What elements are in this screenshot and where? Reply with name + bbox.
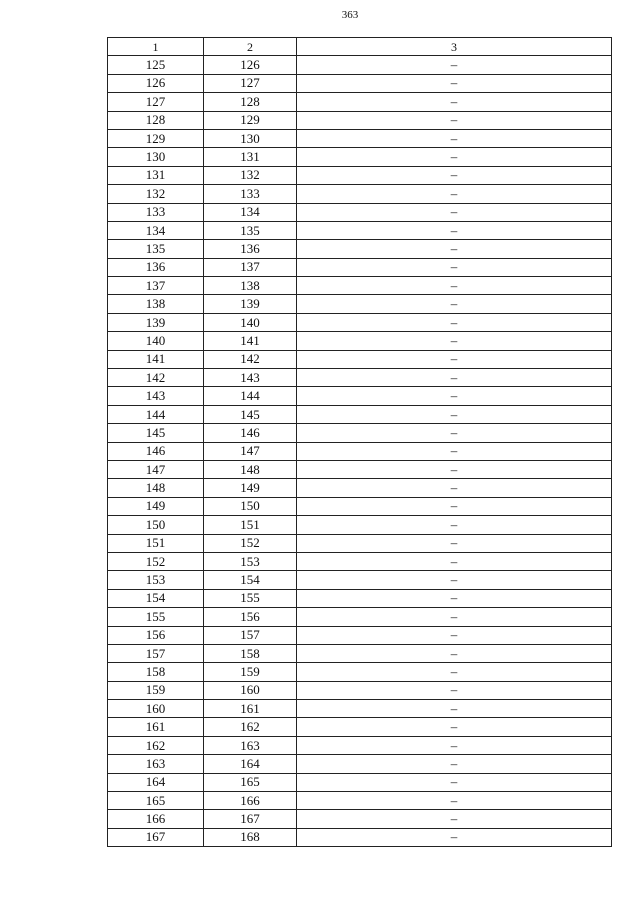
table-cell-col-3: – (297, 516, 612, 534)
table-cell-col-2: 126 (204, 56, 297, 74)
table-row (108, 369, 612, 387)
table-cell-col-1: 141 (108, 350, 204, 368)
table-row (108, 129, 612, 147)
table-cell-col-1: 129 (108, 129, 204, 147)
table-cell-col-3: – (297, 534, 612, 552)
table-row (108, 258, 612, 276)
column-header-1: 1 (108, 38, 204, 56)
table-cell-col-2: 135 (204, 221, 297, 239)
table-row (108, 313, 612, 331)
table-cell-col-2: 163 (204, 736, 297, 754)
table-cell-col-2: 139 (204, 295, 297, 313)
table-cell-col-3: – (297, 277, 612, 295)
table-cell-col-1: 126 (108, 74, 204, 92)
table-cell-col-1: 127 (108, 93, 204, 111)
table-cell-col-2: 166 (204, 792, 297, 810)
table-cell-col-2: 138 (204, 277, 297, 295)
table-cell-col-3: – (297, 571, 612, 589)
table-row (108, 755, 612, 773)
table-row (108, 773, 612, 791)
table-row (108, 240, 612, 258)
table-row (108, 56, 612, 74)
table-row (108, 74, 612, 92)
page-number: 363 (341, 9, 359, 21)
table-cell-col-1: 128 (108, 111, 204, 129)
table-cell-col-2: 137 (204, 258, 297, 276)
table-cell-col-2: 145 (204, 405, 297, 423)
table-row (108, 332, 612, 350)
table-cell-col-3: – (297, 203, 612, 221)
table-cell-col-1: 138 (108, 295, 204, 313)
table-row (108, 792, 612, 810)
table-cell-col-1: 150 (108, 516, 204, 534)
table-cell-col-2: 132 (204, 166, 297, 184)
table-cell-col-1: 156 (108, 626, 204, 644)
table-row (108, 497, 612, 515)
table-cell-col-1: 125 (108, 56, 204, 74)
table-cell-col-1: 152 (108, 552, 204, 570)
table-cell-col-1: 134 (108, 221, 204, 239)
table-cell-col-3: – (297, 424, 612, 442)
table-cell-col-1: 135 (108, 240, 204, 258)
table-cell-col-3: – (297, 700, 612, 718)
table-cell-col-1: 153 (108, 571, 204, 589)
table-cell-col-1: 140 (108, 332, 204, 350)
table-cell-col-1: 155 (108, 608, 204, 626)
table-cell-col-2: 160 (204, 681, 297, 699)
table-cell-col-3: – (297, 608, 612, 626)
table-cell-col-1: 139 (108, 313, 204, 331)
table-cell-col-1: 143 (108, 387, 204, 405)
table-cell-col-2: 167 (204, 810, 297, 828)
table-cell-col-1: 145 (108, 424, 204, 442)
table-cell-col-3: – (297, 405, 612, 423)
table-cell-col-3: – (297, 295, 612, 313)
table-cell-col-1: 146 (108, 442, 204, 460)
table-cell-col-2: 141 (204, 332, 297, 350)
table-cell-col-3: – (297, 479, 612, 497)
table-row (108, 148, 612, 166)
table-cell-col-3: – (297, 497, 612, 515)
table-cell-col-2: 150 (204, 497, 297, 515)
table-cell-col-2: 151 (204, 516, 297, 534)
table-cell-col-3: – (297, 681, 612, 699)
table-cell-col-3: – (297, 129, 612, 147)
table-cell-col-1: 132 (108, 185, 204, 203)
table-cell-col-1: 133 (108, 203, 204, 221)
table-cell-col-1: 142 (108, 369, 204, 387)
table-cell-col-2: 134 (204, 203, 297, 221)
table-cell-col-1: 151 (108, 534, 204, 552)
table-cell-col-1: 162 (108, 736, 204, 754)
table-cell-col-3: – (297, 221, 612, 239)
table-cell-col-2: 149 (204, 479, 297, 497)
table-cell-col-3: – (297, 460, 612, 478)
table-row (108, 460, 612, 478)
table-cell-col-3: – (297, 369, 612, 387)
table-cell-col-2: 162 (204, 718, 297, 736)
table-cell-col-2: 164 (204, 755, 297, 773)
table-cell-col-1: 147 (108, 460, 204, 478)
table-row (108, 221, 612, 239)
table-row (108, 516, 612, 534)
table-cell-col-3: – (297, 589, 612, 607)
table-cell-col-1: 130 (108, 148, 204, 166)
table-row (108, 405, 612, 423)
column-header-3: 3 (297, 38, 612, 56)
table-cell-col-1: 144 (108, 405, 204, 423)
table-cell-col-1: 136 (108, 258, 204, 276)
table-cell-col-1: 157 (108, 644, 204, 662)
table-cell-col-1: 148 (108, 479, 204, 497)
data-table (107, 37, 612, 847)
table-cell-col-2: 155 (204, 589, 297, 607)
table-cell-col-3: – (297, 166, 612, 184)
table-row (108, 166, 612, 184)
table-cell-col-1: 164 (108, 773, 204, 791)
table-cell-col-3: – (297, 93, 612, 111)
table-row (108, 93, 612, 111)
table-cell-col-1: 159 (108, 681, 204, 699)
table-cell-col-2: 136 (204, 240, 297, 258)
table-cell-col-2: 131 (204, 148, 297, 166)
column-header-2: 2 (204, 38, 297, 56)
table-row (108, 552, 612, 570)
table-row (108, 644, 612, 662)
table-cell-col-2: 168 (204, 828, 297, 846)
table-cell-col-2: 161 (204, 700, 297, 718)
table-cell-col-2: 128 (204, 93, 297, 111)
table-row (108, 589, 612, 607)
table-cell-col-2: 147 (204, 442, 297, 460)
table-cell-col-2: 158 (204, 644, 297, 662)
table-cell-col-1: 166 (108, 810, 204, 828)
table-row (108, 681, 612, 699)
table-cell-col-2: 143 (204, 369, 297, 387)
table-cell-col-3: – (297, 350, 612, 368)
table-cell-col-3: – (297, 185, 612, 203)
table-cell-col-2: 148 (204, 460, 297, 478)
table-row (108, 828, 612, 846)
table-cell-col-3: – (297, 258, 612, 276)
table-cell-col-3: – (297, 56, 612, 74)
table-cell-col-1: 131 (108, 166, 204, 184)
table-cell-col-2: 142 (204, 350, 297, 368)
table-cell-col-1: 160 (108, 700, 204, 718)
table-row (108, 736, 612, 754)
table-cell-col-1: 165 (108, 792, 204, 810)
table-cell-col-3: – (297, 663, 612, 681)
table-row (108, 718, 612, 736)
table-cell-col-2: 153 (204, 552, 297, 570)
table-row (108, 185, 612, 203)
table-cell-col-2: 144 (204, 387, 297, 405)
table-cell-col-3: – (297, 810, 612, 828)
table-row (108, 810, 612, 828)
table-row (108, 663, 612, 681)
table-row (108, 442, 612, 460)
table-cell-col-3: – (297, 718, 612, 736)
table-cell-col-3: – (297, 442, 612, 460)
table-cell-col-3: – (297, 552, 612, 570)
table-cell-col-3: – (297, 773, 612, 791)
table-cell-col-2: 156 (204, 608, 297, 626)
table-cell-col-2: 152 (204, 534, 297, 552)
table-row (108, 295, 612, 313)
table-cell-col-2: 159 (204, 663, 297, 681)
table-cell-col-3: – (297, 148, 612, 166)
table-cell-col-1: 158 (108, 663, 204, 681)
table-cell-col-3: – (297, 626, 612, 644)
table-cell-col-3: – (297, 736, 612, 754)
table-body (108, 56, 612, 847)
table-row (108, 534, 612, 552)
table-row (108, 626, 612, 644)
table-cell-col-3: – (297, 792, 612, 810)
table-cell-col-2: 146 (204, 424, 297, 442)
table-row (108, 387, 612, 405)
table-cell-col-3: – (297, 387, 612, 405)
table-cell-col-2: 165 (204, 773, 297, 791)
table-cell-col-2: 130 (204, 129, 297, 147)
table-row (108, 479, 612, 497)
table-cell-col-2: 140 (204, 313, 297, 331)
table-row (108, 571, 612, 589)
table-row (108, 111, 612, 129)
table-cell-col-3: – (297, 644, 612, 662)
table-cell-col-2: 133 (204, 185, 297, 203)
table-row (108, 700, 612, 718)
table-cell-col-1: 137 (108, 277, 204, 295)
table-row (108, 608, 612, 626)
table-cell-col-2: 129 (204, 111, 297, 129)
table-cell-col-3: – (297, 332, 612, 350)
table-cell-col-2: 157 (204, 626, 297, 644)
table-cell-col-1: 163 (108, 755, 204, 773)
table-cell-col-1: 161 (108, 718, 204, 736)
table-header-row (108, 38, 612, 56)
table-cell-col-1: 167 (108, 828, 204, 846)
table-cell-col-3: – (297, 755, 612, 773)
table-cell-col-1: 149 (108, 497, 204, 515)
table-cell-col-3: – (297, 240, 612, 258)
table-row (108, 424, 612, 442)
table-cell-col-2: 127 (204, 74, 297, 92)
table-cell-col-3: – (297, 828, 612, 846)
table-cell-col-3: – (297, 313, 612, 331)
table-cell-col-2: 154 (204, 571, 297, 589)
table-row (108, 203, 612, 221)
table-cell-col-3: – (297, 74, 612, 92)
table-row (108, 350, 612, 368)
table-row (108, 277, 612, 295)
table-cell-col-1: 154 (108, 589, 204, 607)
table-cell-col-3: – (297, 111, 612, 129)
